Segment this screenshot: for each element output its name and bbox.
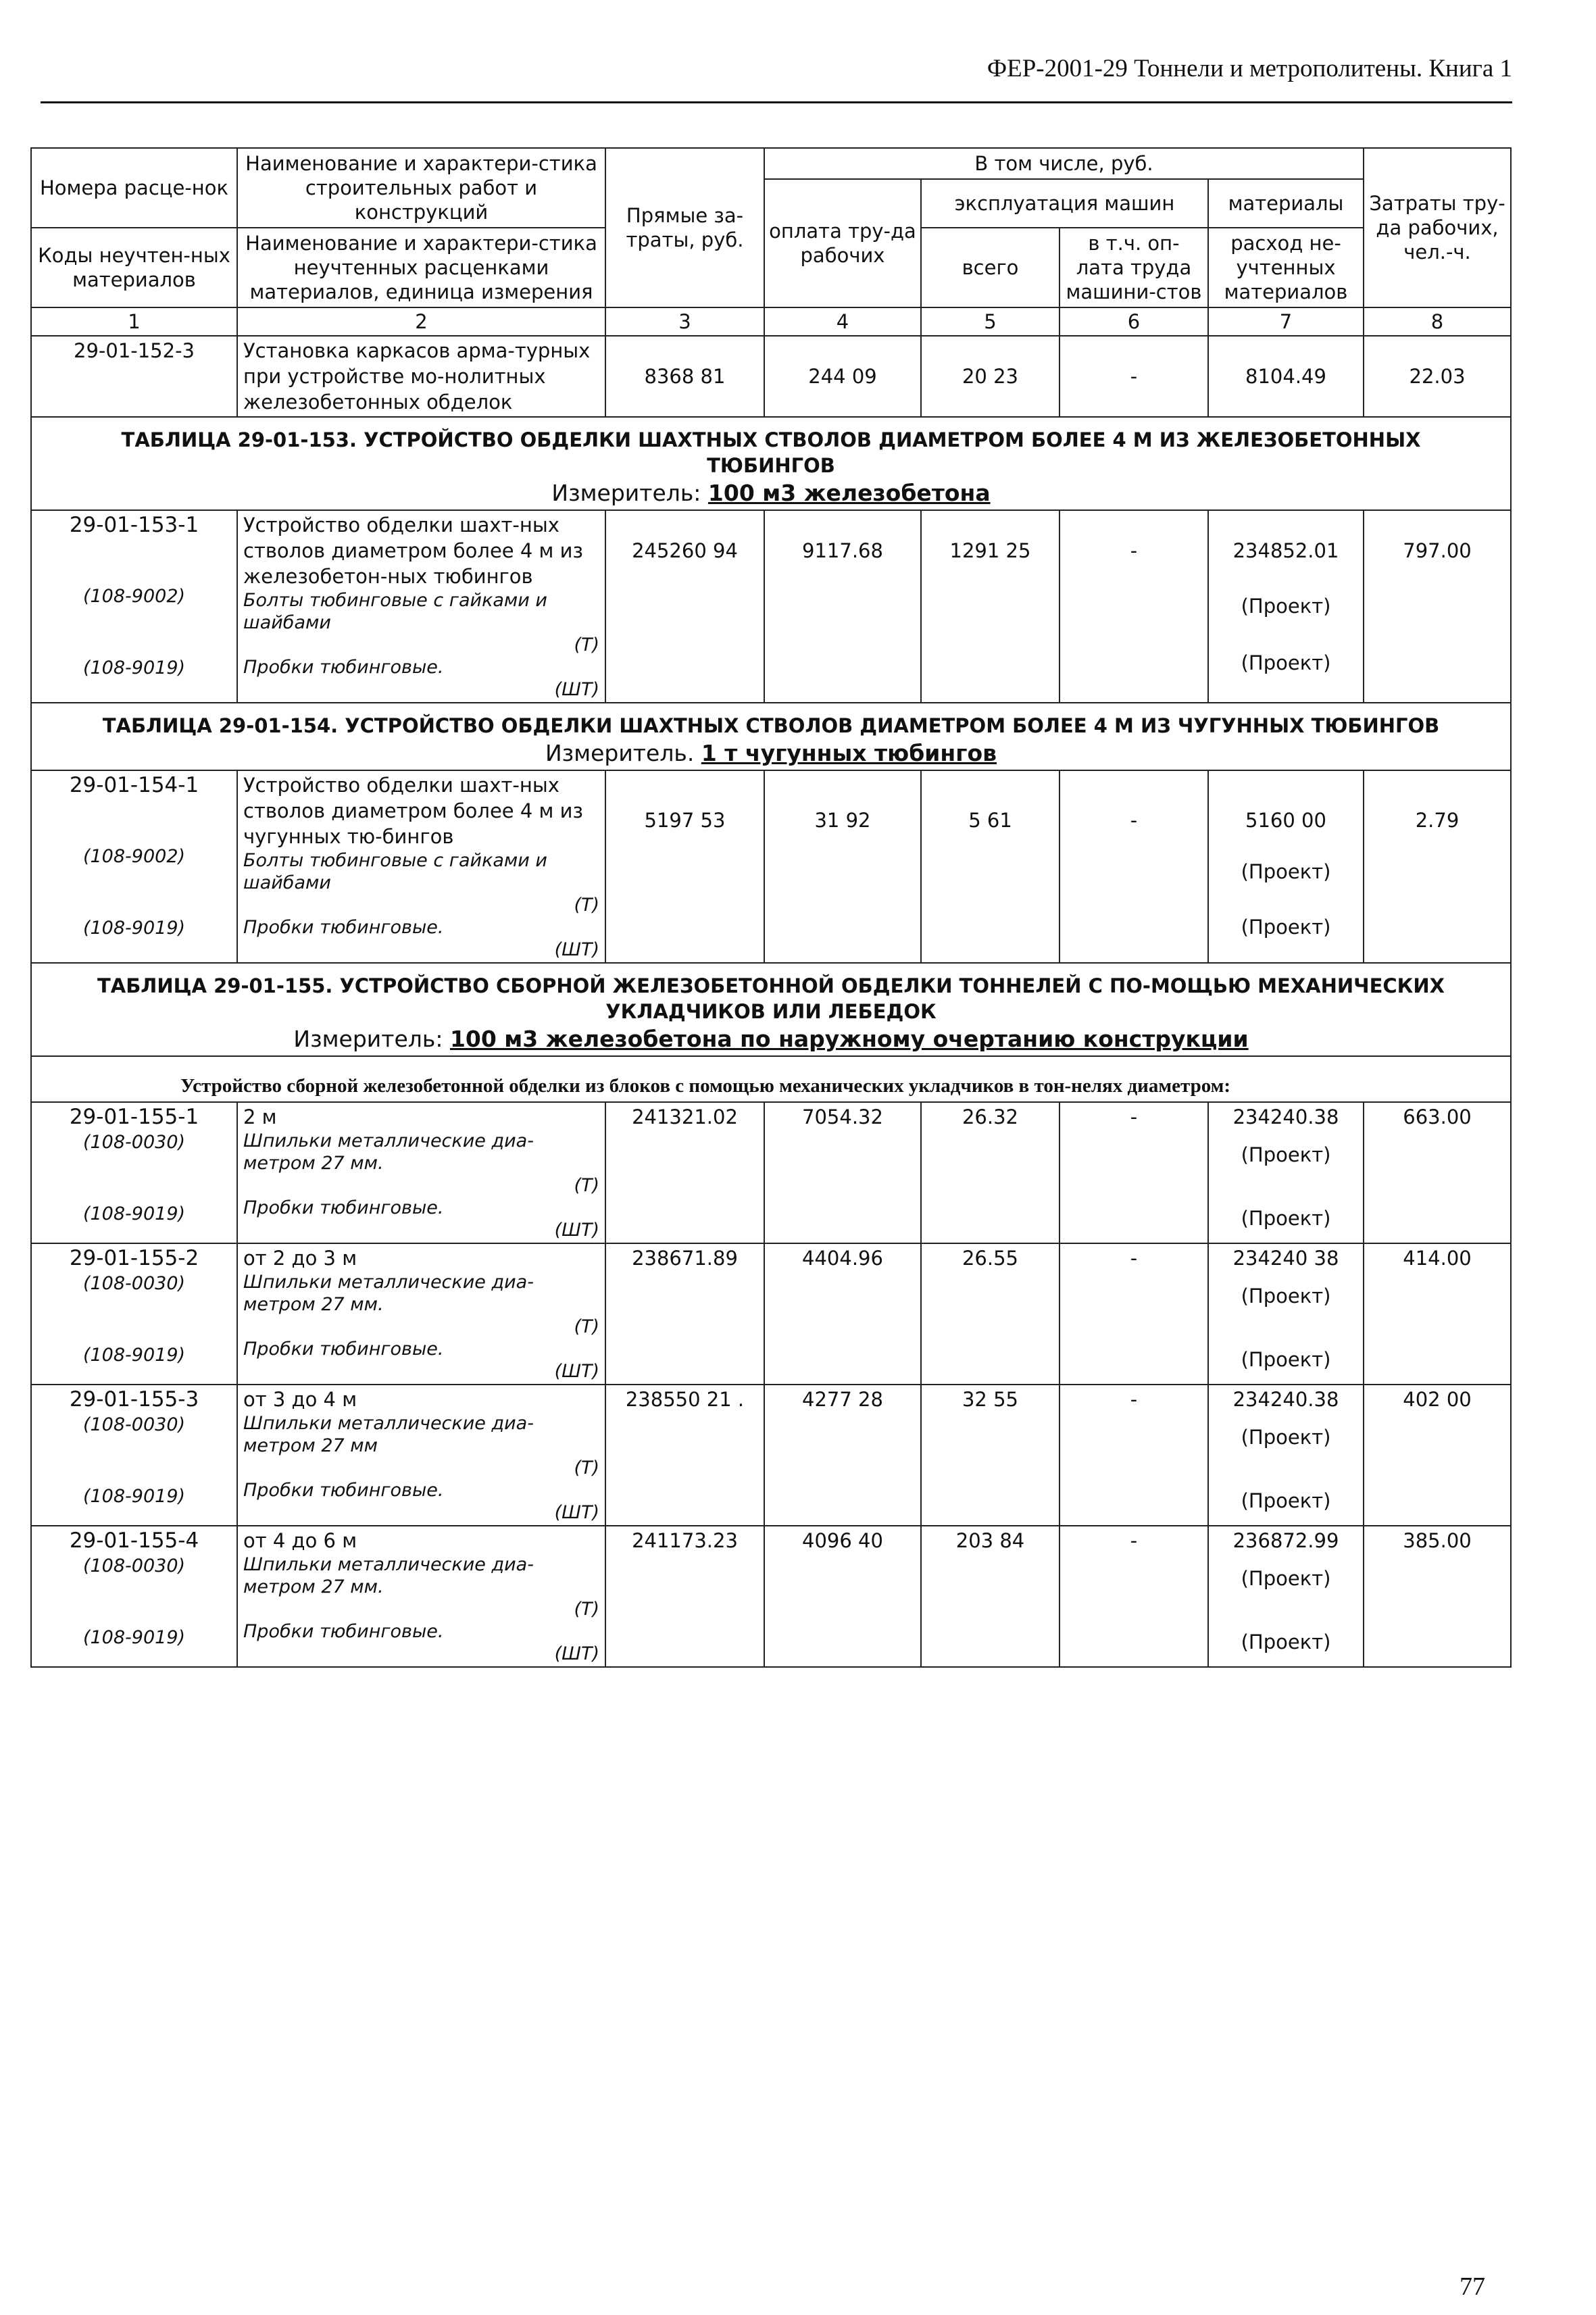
rate-name: Устройство обделки шахт-ных стволов диаметром более 4 м из железобетон-ных тюбингов — [243, 514, 583, 588]
material-unit: (ШТ) — [554, 679, 599, 700]
col1-header-bottom: Коды неучтен-ных материалов — [31, 228, 237, 307]
rates-table — [30, 147, 1512, 1668]
material-value: (Проект) — [1241, 1567, 1331, 1590]
machines-total: 1291 25 — [921, 510, 1059, 703]
rate-code: 29-01-153-1 — [69, 513, 199, 537]
rate-code-cell — [31, 1385, 237, 1526]
material-name: Пробки тюбинговые. — [243, 1197, 444, 1218]
column-number: 7 — [1208, 307, 1364, 336]
material-code: (108-9019) — [82, 1627, 186, 1648]
materials-cell — [1208, 1385, 1364, 1526]
material-name: Пробки тюбинговые. — [243, 917, 444, 938]
machines-total: 5 61 — [921, 770, 1059, 963]
material-value: (Проект) — [1241, 1489, 1331, 1512]
material-value: (Проект) — [1241, 1285, 1331, 1308]
rate-name-cell — [237, 1243, 605, 1385]
column-number: 3 — [605, 307, 764, 336]
materials-cell — [1208, 510, 1364, 703]
labor-pay: 9117.68 — [764, 510, 921, 703]
material-name: Шпильки металлические диа-метром 27 мм. — [243, 1130, 534, 1174]
col3-header: Прямые за-траты, руб. — [605, 148, 764, 307]
rate-name-cell — [237, 510, 605, 703]
column-numbers-row — [31, 307, 1511, 336]
rate-code-cell — [31, 1243, 237, 1385]
direct-costs: 5197 53 — [605, 770, 764, 963]
measure-value: 100 м3 железобетона — [707, 480, 991, 506]
materials-header: материалы — [1208, 179, 1364, 228]
materials-cell — [1208, 1243, 1364, 1385]
direct-costs: 241173.23 — [605, 1526, 764, 1667]
material-code: (108-0030) — [82, 1273, 186, 1294]
table-153-title-row — [31, 417, 1511, 510]
page-number: 77 — [1460, 2272, 1485, 2301]
rate-row-154-1 — [31, 770, 1511, 963]
material-unit: (Т) — [574, 1458, 599, 1478]
table-title — [31, 417, 1511, 510]
rate-code: 29-01-155-3 — [69, 1387, 199, 1412]
machinists-pay: - — [1059, 336, 1208, 417]
materials-cost: 234240.38 — [1232, 1105, 1339, 1128]
labor-pay: 4404.96 — [764, 1243, 921, 1385]
material-code: (108-9019) — [82, 1203, 186, 1224]
material-code: (108-9019) — [82, 1486, 186, 1507]
material-unit: (ШТ) — [554, 1502, 599, 1523]
labor-pay: 31 92 — [764, 770, 921, 963]
material-unit: (Т) — [574, 1175, 599, 1196]
table-153-title: ТАБЛИЦА 29-01-153. УСТРОЙСТВО ОБДЕЛКИ ШАХТНЫХ СТВОЛОВ ДИАМЕТРОМ БОЛЕЕ 4 М ИЗ ЖЕЛЕЗОБЕТОННЫХ ТЮБИНГОВ — [121, 428, 1421, 477]
material-value: (Проект) — [1241, 1348, 1331, 1371]
col4-header: оплата тру-да рабочих — [764, 179, 921, 307]
rate-code: 29-01-155-2 — [69, 1246, 199, 1270]
column-number: 4 — [764, 307, 921, 336]
material-code: (108-9002) — [82, 846, 186, 867]
direct-costs: 8368 81 — [605, 336, 764, 417]
material-code: (108-9019) — [82, 657, 186, 678]
machinists-pay: - — [1059, 1102, 1208, 1243]
machines-header: эксплуатация машин — [921, 179, 1208, 228]
material-unit: (Т) — [574, 1599, 599, 1620]
rate-row-155-2 — [31, 1243, 1511, 1385]
rate-name-cell — [237, 1526, 605, 1667]
table-155-measure — [59, 1026, 1483, 1053]
materials-cost: 5160 00 — [1245, 809, 1326, 832]
labor-hours: 797.00 — [1364, 510, 1511, 703]
material-value: (Проект) — [1241, 1207, 1331, 1230]
material-value: (Проект) — [1241, 860, 1331, 883]
material-name: Пробки тюбинговые. — [243, 1480, 444, 1501]
material-name: Шпильки металлические диа-метром 27 мм. — [243, 1272, 534, 1315]
materials-cell — [1208, 770, 1364, 963]
rate-name: от 3 до 4 м — [243, 1388, 357, 1411]
materials-cost: 236872.99 — [1232, 1529, 1339, 1552]
measure-label: Измеритель: — [551, 480, 701, 506]
table-153-measure — [59, 480, 1483, 507]
material-value: (Проект) — [1241, 916, 1331, 939]
rate-row-153-1 — [31, 510, 1511, 703]
col2-header-bottom: Наименование и характери-стика неучтенных расценками материалов, единица измерения — [237, 228, 605, 307]
materials-cost: 8104.49 — [1208, 336, 1364, 417]
col5-header: всего — [921, 228, 1059, 307]
rate-code-cell — [31, 1102, 237, 1243]
material-unit: (Т) — [574, 1316, 599, 1337]
direct-costs: 238550 21 . — [605, 1385, 764, 1526]
col7-header: расход не-учтенных материалов — [1208, 228, 1364, 307]
material-name: Пробки тюбинговые. — [243, 657, 444, 678]
rate-code: 29-01-152-3 — [31, 336, 237, 417]
column-number: 6 — [1059, 307, 1208, 336]
direct-costs: 241321.02 — [605, 1102, 764, 1243]
rate-code-cell — [31, 510, 237, 703]
measure-value: 1 т чугунных тюбингов — [701, 740, 997, 766]
material-value: (Проект) — [1241, 1631, 1331, 1653]
col6-header: в т.ч. оп-лата труда машини-стов — [1059, 228, 1208, 307]
col8-header: Затраты тру-да рабочих, чел.-ч. — [1364, 148, 1511, 307]
material-code: (108-0030) — [82, 1555, 186, 1576]
material-code: (108-9002) — [82, 586, 186, 607]
labor-hours: 2.79 — [1364, 770, 1511, 963]
direct-costs: 245260 94 — [605, 510, 764, 703]
materials-cell — [1208, 1102, 1364, 1243]
measure-label: Измеритель: — [293, 1026, 443, 1052]
material-code: (108-0030) — [82, 1414, 186, 1435]
column-number: 1 — [31, 307, 237, 336]
labor-pay: 4277 28 — [764, 1385, 921, 1526]
section-note-row — [31, 1056, 1511, 1102]
material-unit: (ШТ) — [554, 1643, 599, 1664]
rate-code: 29-01-154-1 — [69, 773, 199, 797]
direct-costs: 238671.89 — [605, 1243, 764, 1385]
table-155-title-row — [31, 963, 1511, 1056]
labor-hours: 414.00 — [1364, 1243, 1511, 1385]
column-number: 5 — [921, 307, 1059, 336]
machinists-pay: - — [1059, 1243, 1208, 1385]
labor-pay: 244 09 — [764, 336, 921, 417]
rate-code-cell — [31, 1526, 237, 1667]
material-code: (108-9019) — [82, 1345, 186, 1366]
machines-total: 203 84 — [921, 1526, 1059, 1667]
material-name: Пробки тюбинговые. — [243, 1339, 444, 1360]
rate-name-cell — [237, 1385, 605, 1526]
material-value: (Проект) — [1241, 1426, 1331, 1449]
header-rule — [41, 101, 1512, 103]
rate-row-155-1 — [31, 1102, 1511, 1243]
machines-total: 32 55 — [921, 1385, 1059, 1526]
col1-header-top: Номера расце-нок — [31, 148, 237, 228]
material-value: (Проект) — [1241, 1143, 1331, 1166]
material-name: Пробки тюбинговые. — [243, 1621, 444, 1642]
rate-row-155-3 — [31, 1385, 1511, 1526]
material-code: (108-0030) — [82, 1132, 186, 1153]
machinists-pay: - — [1059, 1385, 1208, 1526]
measure-label: Измеритель. — [545, 740, 695, 766]
machines-total: 26.32 — [921, 1102, 1059, 1243]
labor-pay: 7054.32 — [764, 1102, 921, 1243]
machinists-pay: - — [1059, 1526, 1208, 1667]
in-total-header: В том числе, руб. — [764, 148, 1364, 179]
rate-name: от 2 до 3 м — [243, 1247, 357, 1270]
machinists-pay: - — [1059, 770, 1208, 963]
rate-row-155-4 — [31, 1526, 1511, 1667]
material-unit: (ШТ) — [554, 1220, 599, 1241]
rate-code: 29-01-155-4 — [69, 1528, 199, 1553]
labor-pay: 4096 40 — [764, 1526, 921, 1667]
rate-name: Установка каркасов арма-турных при устройстве мо-нолитных железобетонных обделок — [237, 336, 605, 417]
material-unit: (Т) — [574, 634, 599, 655]
material-name: Болты тюбинговые с гайками и шайбами — [243, 850, 547, 893]
section-note: Устройство сборной железобетонной обделки из блоков с помощью механических укладчиков в тон-нелях диаметром: — [31, 1056, 1511, 1102]
machines-total: 26.55 — [921, 1243, 1059, 1385]
machines-total: 20 23 — [921, 336, 1059, 417]
material-value: (Проект) — [1241, 595, 1331, 618]
rate-name: от 4 до 6 м — [243, 1529, 357, 1552]
rate-name: 2 м — [243, 1105, 277, 1128]
page-header: ФЕР-2001-29 Тоннели и метрополитены. Книга 1 — [987, 55, 1512, 82]
labor-hours: 385.00 — [1364, 1526, 1511, 1667]
measure-value: 100 м3 железобетона по наружному очертанию конструкции — [449, 1026, 1249, 1052]
material-name: Болты тюбинговые с гайками и шайбами — [243, 590, 547, 633]
materials-cost: 234852.01 — [1232, 539, 1339, 562]
machinists-pay: - — [1059, 510, 1208, 703]
material-unit: (ШТ) — [554, 939, 599, 960]
material-value: (Проект) — [1241, 651, 1331, 674]
column-number: 8 — [1364, 307, 1511, 336]
material-unit: (Т) — [574, 895, 599, 916]
rate-name-cell — [237, 770, 605, 963]
table-155-title: ТАБЛИЦА 29-01-155. УСТРОЙСТВО СБОРНОЙ ЖЕЛЕЗОБЕТОННОЙ ОБДЕЛКИ ТОННЕЛЕЙ С ПО-МОЩЬЮ МЕХАНИЧЕСКИХ УКЛАДЧИКОВ ИЛИ ЛЕБЕДОК — [97, 974, 1445, 1023]
col2-header-top: Наименование и характери-стика строительных работ и конструкций — [237, 148, 605, 228]
rate-name: Устройство обделки шахт-ных стволов диаметром более 4 м из чугунных тю-бингов — [243, 774, 583, 848]
rate-row-152-3 — [31, 336, 1511, 417]
material-name: Шпильки металлические диа-метром 27 мм — [243, 1413, 534, 1456]
material-code: (108-9019) — [82, 918, 186, 939]
material-unit: (ШТ) — [554, 1361, 599, 1382]
rate-name-cell — [237, 1102, 605, 1243]
table-154-title-row — [31, 703, 1511, 770]
materials-cost: 234240 38 — [1232, 1247, 1339, 1270]
labor-hours: 22.03 — [1364, 336, 1511, 417]
header-row-1 — [31, 148, 1511, 179]
materials-cell — [1208, 1526, 1364, 1667]
rate-code-cell — [31, 770, 237, 963]
table-title — [31, 963, 1511, 1056]
column-number: 2 — [237, 307, 605, 336]
table-154-title: ТАБЛИЦА 29-01-154. УСТРОЙСТВО ОБДЕЛКИ ШАХТНЫХ СТВОЛОВ ДИАМЕТРОМ БОЛЕЕ 4 М ИЗ ЧУГУННЫХ ТЮБИНГОВ — [102, 714, 1440, 737]
table-154-measure — [59, 740, 1483, 767]
labor-hours: 663.00 — [1364, 1102, 1511, 1243]
materials-cost: 234240.38 — [1232, 1388, 1339, 1411]
table-title — [31, 703, 1511, 770]
rate-code: 29-01-155-1 — [69, 1105, 199, 1129]
material-name: Шпильки металлические диа-метром 27 мм. — [243, 1554, 534, 1597]
labor-hours: 402 00 — [1364, 1385, 1511, 1526]
